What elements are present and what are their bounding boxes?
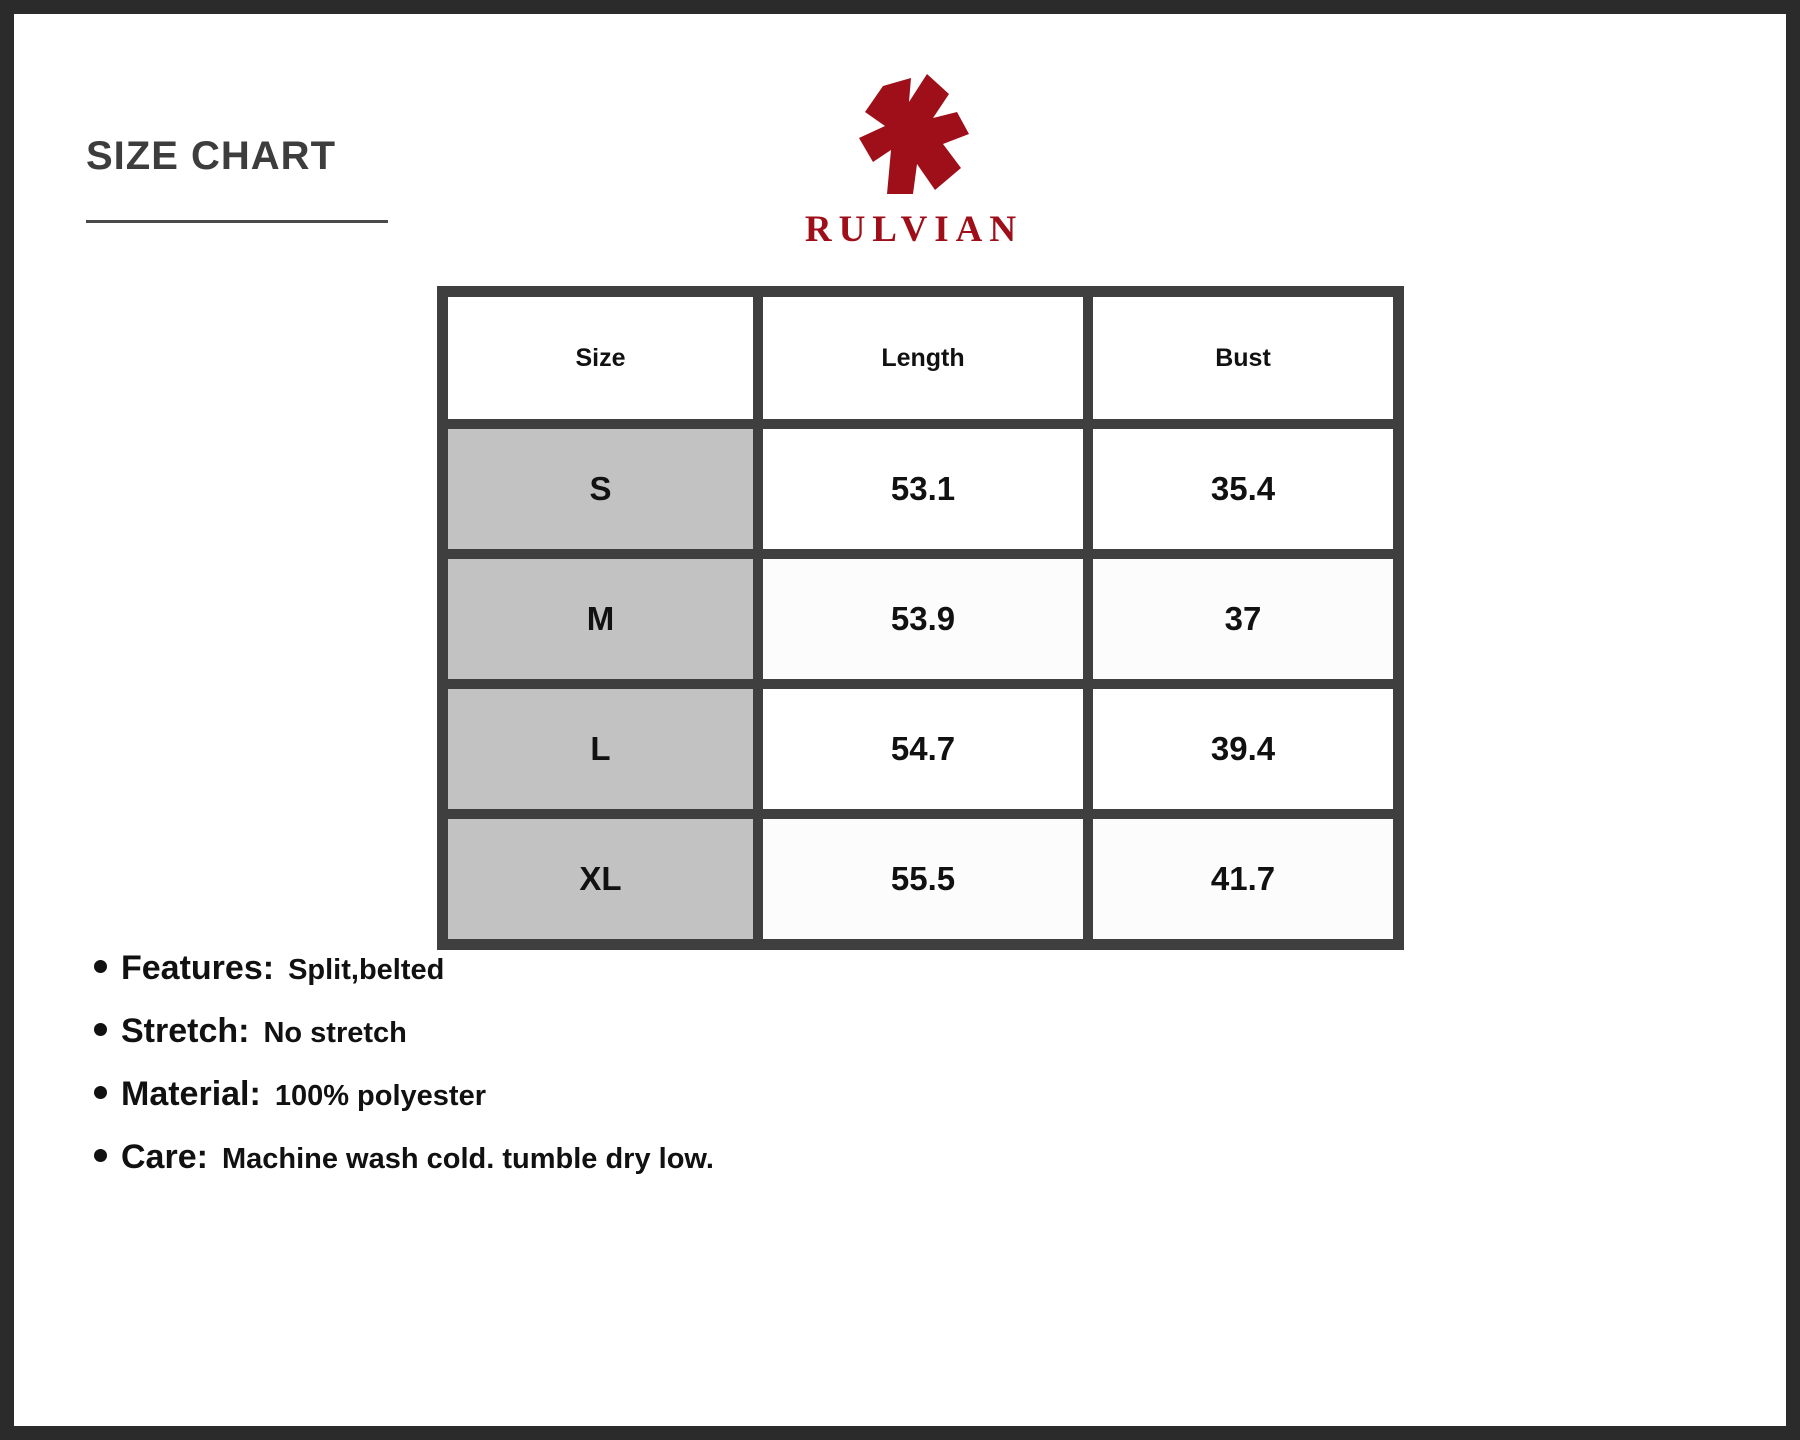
detail-value: 100% polyester xyxy=(274,1080,486,1112)
cell-bust: 39.4 xyxy=(1088,684,1398,814)
cell-size: S xyxy=(443,424,758,554)
detail-label: Features: xyxy=(121,949,275,987)
cell-size: XL xyxy=(443,814,758,944)
cell-bust: 41.7 xyxy=(1088,814,1398,944)
list-item xyxy=(94,1075,1294,1114)
page-content xyxy=(14,14,1786,1426)
detail-label: Material: xyxy=(121,1075,261,1113)
list-item xyxy=(94,949,1294,988)
header-bust: Bust xyxy=(1088,292,1398,424)
brand-name: RULVIAN xyxy=(804,209,1024,250)
header-size: Size xyxy=(443,292,758,424)
brand-logo xyxy=(774,72,1054,251)
table-row xyxy=(443,684,1398,814)
cell-bust: 37 xyxy=(1088,554,1398,684)
detail-label: Stretch: xyxy=(121,1012,250,1050)
cell-size: L xyxy=(443,684,758,814)
cell-length: 53.1 xyxy=(758,424,1088,554)
detail-value: Split,belted xyxy=(288,954,445,986)
cell-length: 55.5 xyxy=(758,814,1088,944)
bullet-dot-icon xyxy=(94,960,107,973)
list-item xyxy=(94,1138,1294,1177)
list-item xyxy=(94,1012,1294,1051)
detail-value: No stretch xyxy=(263,1017,407,1049)
details-list xyxy=(94,949,1294,1201)
cell-length: 54.7 xyxy=(758,684,1088,814)
cell-length: 53.9 xyxy=(758,554,1088,684)
table-row xyxy=(443,424,1398,554)
bullet-dot-icon xyxy=(94,1023,107,1036)
header-length: Length xyxy=(758,292,1088,424)
bullet-dot-icon xyxy=(94,1086,107,1099)
detail-label: Care: xyxy=(121,1138,208,1176)
cell-bust: 35.4 xyxy=(1088,424,1398,554)
title-underline xyxy=(86,220,388,223)
size-table-wrap xyxy=(437,286,1404,950)
table-row xyxy=(443,554,1398,684)
page-title: SIZE CHART xyxy=(86,134,336,178)
table-row xyxy=(443,814,1398,944)
title-block xyxy=(86,134,406,223)
bullet-dot-icon xyxy=(94,1149,107,1162)
detail-value: Machine wash cold. tumble dry low. xyxy=(221,1143,714,1175)
table-header-row xyxy=(443,292,1398,424)
cell-size: M xyxy=(443,554,758,684)
rulvian-r-logo-icon xyxy=(839,72,989,202)
size-table xyxy=(437,286,1404,950)
